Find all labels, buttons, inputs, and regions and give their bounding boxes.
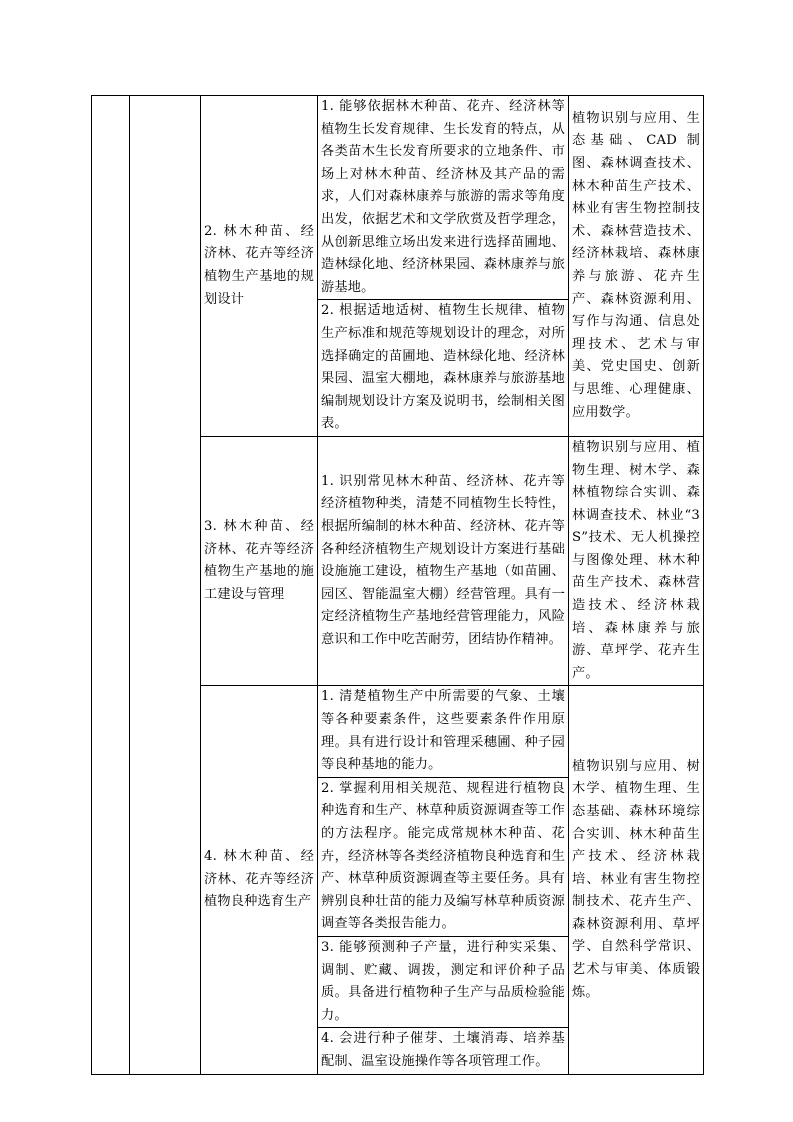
courses-cell: 植物识别与应用、植物生理、树木学、森林植物综合实训、森林调查技术、林业“3S”技术、无人机操控与图像处理、林木种苗生产技术、森林营造技术、经济林栽培、森林康养与旅游、草坪学、花卉生产。	[569, 436, 704, 686]
table-row	[92, 96, 704, 300]
skill-cell: 4. 会进行种子催芽、土壤消毒、培养基配制、温室设施操作等各项管理工作。	[318, 1028, 569, 1074]
skill-cell: 2. 掌握利用相关规范、规程进行植物良种选育和生产、林草种质资源调查等工作的方法程序。能完成常规林木种苗、花卉，经济林等各类经济植物良种选育和生产、林草种质资源调查等主要任务。具有辨别良种壮苗的能力及编写林草种质资源调查等各类报告能力。	[318, 777, 569, 936]
task-cell: 4. 林木种苗、经济林、花卉等经济植物良种选育生产	[201, 686, 318, 1074]
task-cell: 2. 林木种苗、经济林、花卉等经济植物生产基地的规划设计	[201, 96, 318, 437]
skill-cell: 1. 能够依据林木种苗、花卉、经济林等植物生长发育规律、生长发育的特点，从各类苗木生长发育所要求的立地条件、市场上对林木种苗、经济林及其产品的需求，人们对森林康养与旅游的需求等角度出发，依据艺术和文学欣赏及哲学理念，从创新思维立场出发来进行选择苗圃地、造林绿化地、经济林果园、森林康养与旅游基地。	[318, 96, 569, 300]
skill-cell: 2. 根据适地适树、植物生长规律、植物生产标准和规范等规划设计的理念，对所选择确定的苗圃地、造林绿化地、经济林果园、温室大棚地，森林康养与旅游基地编制规划设计方案及说明书，绘制相关图表。	[318, 300, 569, 437]
skill-cell: 1. 清楚植物生产中所需要的气象、土壤等各种要素条件，这些要素条件作用原理。具有进行设计和管理采穗圃、种子园等良种基地的能力。	[318, 686, 569, 777]
empty-cell	[92, 96, 130, 1075]
task-cell: 3. 林木种苗、经济林、花卉等经济植物生产基地的施工建设与管理	[201, 436, 318, 686]
skill-cell: 3. 能够预测种子产量，进行种实采集、调制、贮藏、调拨，测定和评价种子品质。具备进行植物种子生产与品质检验能力。	[318, 936, 569, 1027]
empty-cell	[130, 96, 201, 1075]
curriculum-table	[91, 95, 704, 1075]
courses-cell: 植物识别与应用、树木学、植物生理、生态基础、森林环境综合实训、林木种苗生产技术、经济林栽培、林业有害生物控制技术、花卉生产、森林资源利用、草坪学、自然科学常识、艺术与审美、体质锻炼。	[569, 686, 704, 1074]
skill-cell: 1. 识别常见林木种苗、经济林、花卉等经济植物种类，清楚不同植物生长特性，根据所编制的林木种苗、经济林、花卉等各种经济植物生产规划设计方案进行基础设施施工建设，植物生产基地（如苗圃、园区、智能温室大棚）经营管理。具有一定经济植物生产基地经营管理能力，风险意识和工作中吃苦耐劳，团结协作精神。	[318, 436, 569, 686]
courses-cell: 植物识别与应用、生态基础、CAD 制图、森林调查技术、林木种苗生产技术、林业有害生物控制技术、森林营造技术、经济林栽培、森林康养与旅游、花卉生产、森林资源利用、写作与沟通、信息处理技术、艺术与审美、党史国史、创新与思维、心理健康、应用数学。	[569, 96, 704, 437]
